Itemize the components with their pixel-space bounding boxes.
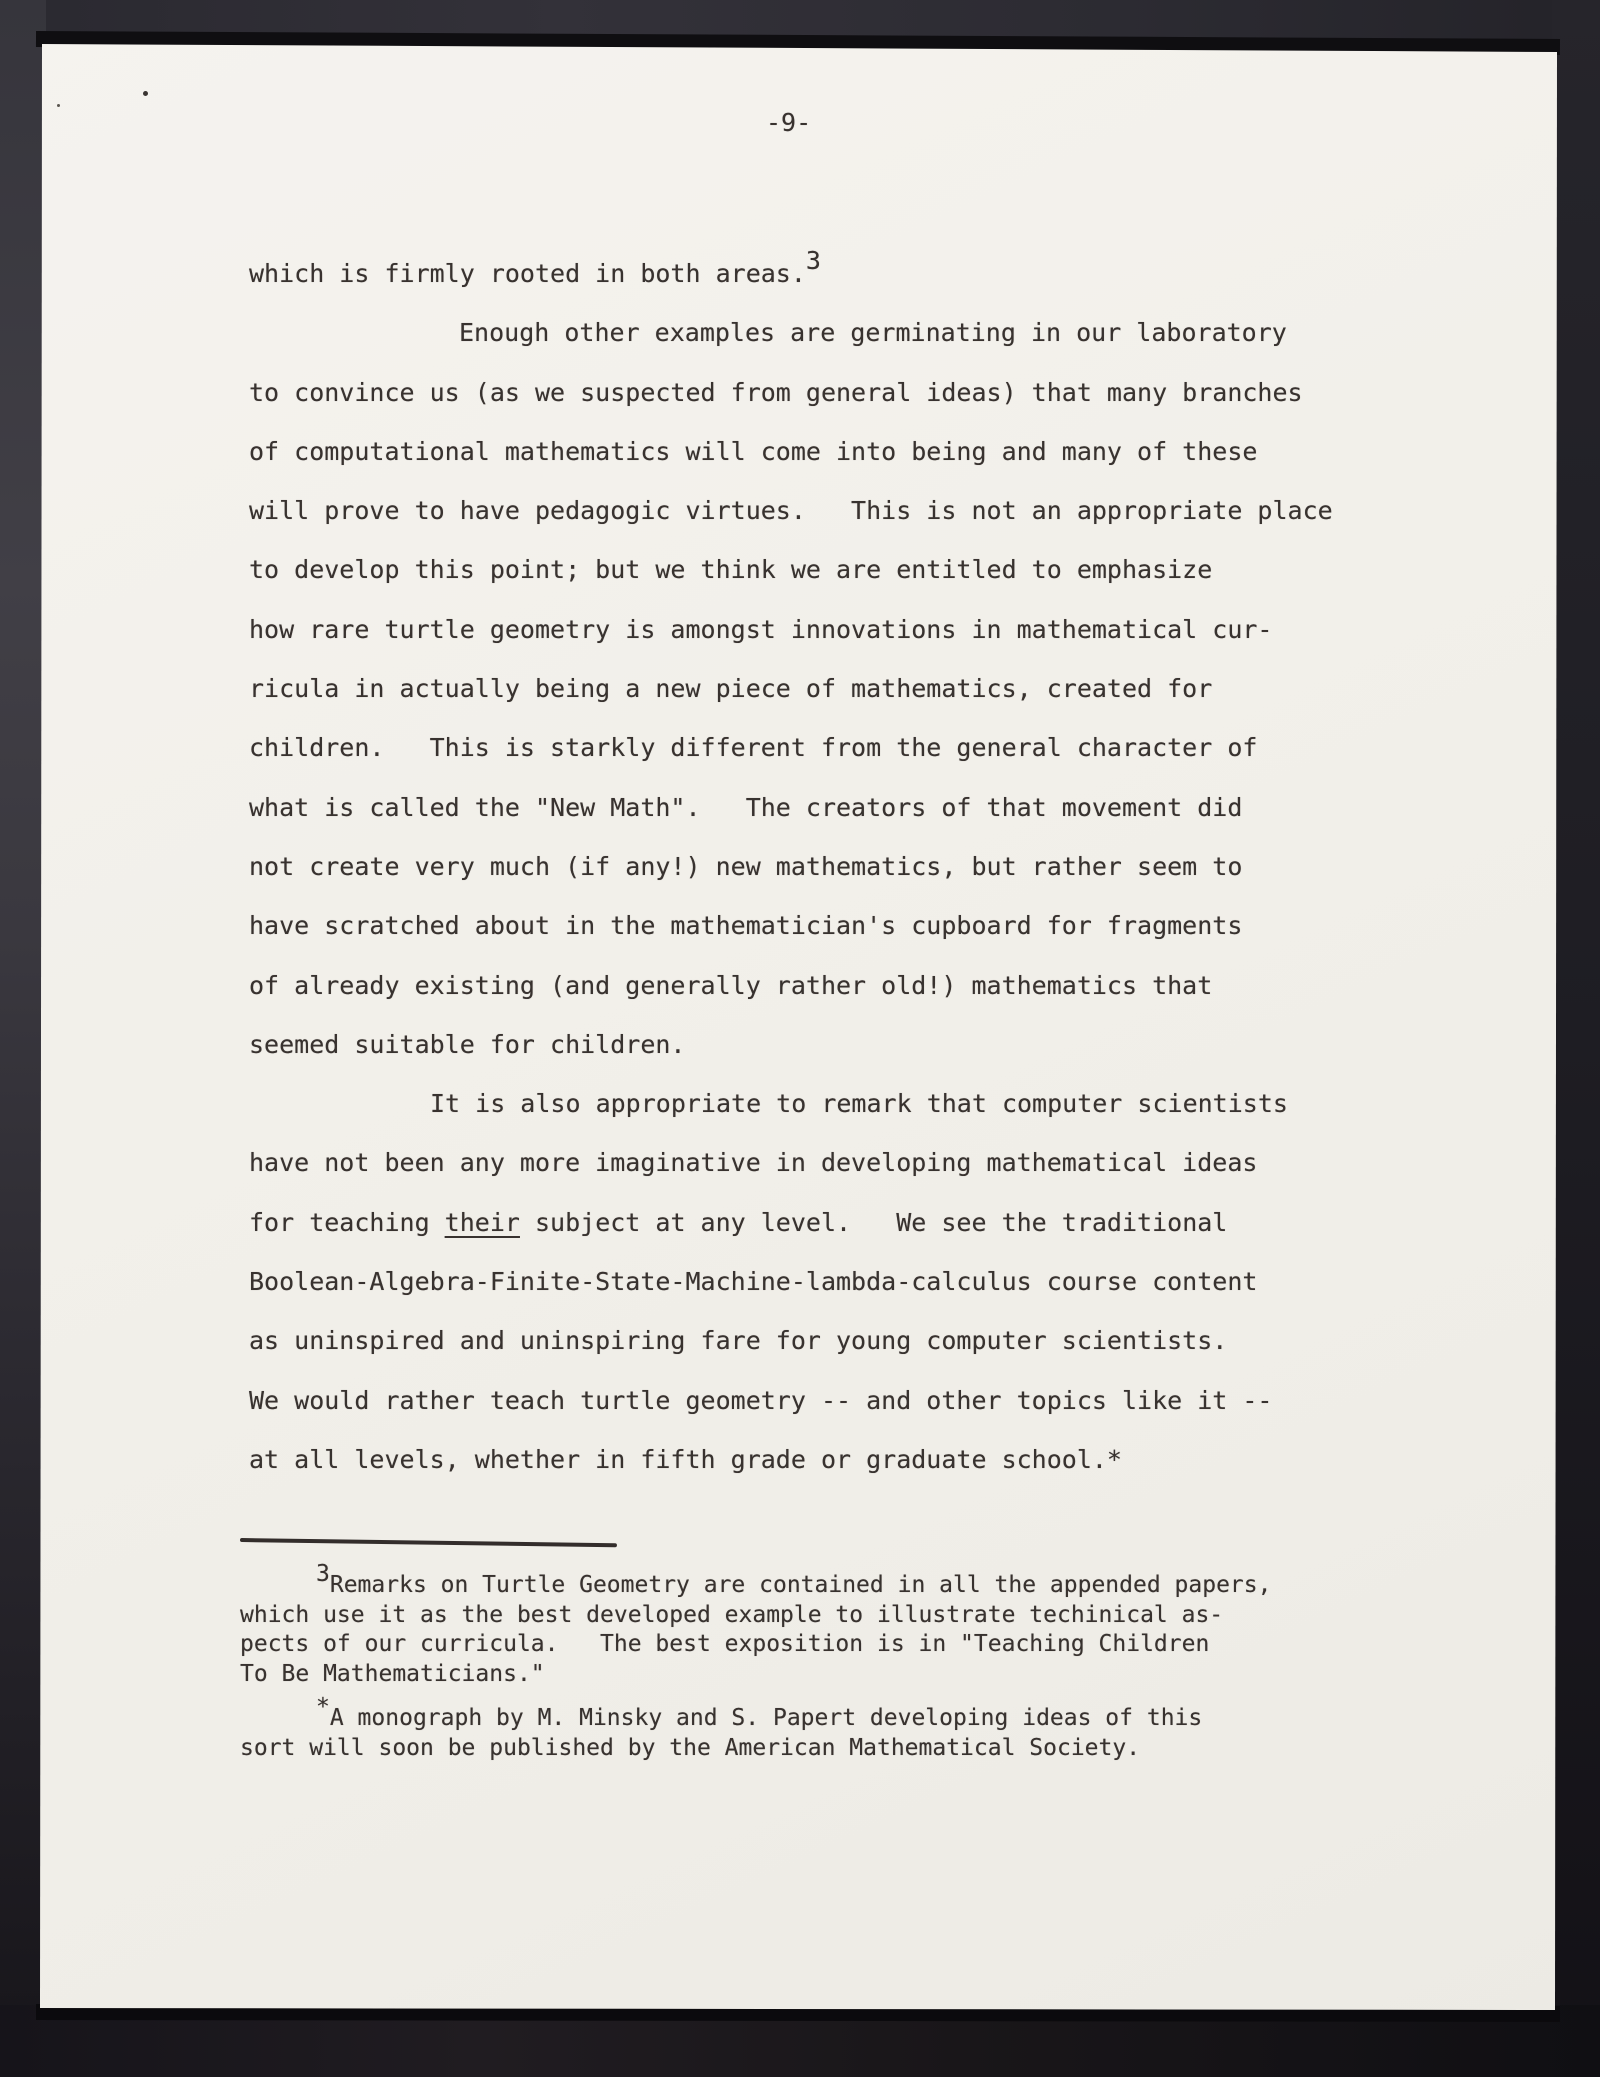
footnote-line-text: A monograph by M. Minsky and S. Papert developing ideas of this <box>329 1705 1203 1731</box>
body-line <box>249 1193 1369 1252</box>
body-line-text: subject at any level. We see the traditional <box>519 1207 1228 1237</box>
body-line: ricula in actually being a new piece of mathematics, created for <box>249 674 1213 704</box>
footnote-line <box>240 1561 1380 1601</box>
footnote-3 <box>240 1561 1380 1689</box>
body-line: children. This is starkly different from the general character of <box>249 733 1258 763</box>
underlined-word: their <box>444 1207 520 1237</box>
page-number: -9- <box>766 108 812 137</box>
body-line: Enough other examples are germinating in our laboratory <box>459 318 1287 348</box>
body-line: how rare turtle geometry is amongst innovations in mathematical cur- <box>249 614 1273 644</box>
footnote-line <box>240 1694 1380 1734</box>
footnote-line: To Be Mathematicians." <box>240 1660 545 1687</box>
footnote-line: sort will soon be published by the American Mathematical Society. <box>240 1734 1141 1761</box>
scan-background-right <box>1552 0 1600 2077</box>
body-line: as uninspired and uninspiring fare for young computer scientists. <box>249 1326 1228 1356</box>
body-line: what is called the "New Math". The creators of that movement did <box>249 792 1243 822</box>
paper-speck <box>57 104 60 107</box>
footnote-reference-superscript: 3 <box>805 246 821 275</box>
footnote-line-text: Remarks on Turtle Geometry are contained in all the appended papers, <box>329 1572 1272 1598</box>
body-line: of computational mathematics will come into being and many of these <box>249 436 1258 466</box>
body-line-text: which is firmly rooted in both areas. <box>249 259 806 288</box>
body-line: not create very much (if any!) new mathematics, but rather seem to <box>249 851 1243 881</box>
body-line: to develop this point; but we think we are entitled to emphasize <box>249 555 1213 585</box>
body-line: seemed suitable for children. <box>249 1029 686 1059</box>
body-line: to convince us (as we suspected from general ideas) that many branches <box>249 377 1303 407</box>
footnote-marker-superscript: 3 <box>316 1561 330 1587</box>
body-line-text: for teaching <box>249 1207 445 1237</box>
body-line: It is also appropriate to remark that computer scientists <box>430 1089 1288 1119</box>
footnote-line: pects of our curricula. The best exposition is in "Teaching Children <box>240 1631 1210 1658</box>
body-line: Boolean-Algebra-Finite-State-Machine-lambda-calculus course content <box>249 1267 1258 1297</box>
footnote-line: which use it as the best developed example to illustrate techinical as- <box>240 1601 1224 1628</box>
body-line: will prove to have pedagogic virtues. This is not an appropriate place <box>249 496 1333 526</box>
paper-speck <box>143 91 148 96</box>
document-body <box>249 244 1369 1489</box>
body-line: at all levels, whether in fifth grade or graduate school.* <box>249 1444 1122 1474</box>
body-line <box>249 244 1369 303</box>
footnote-asterisk <box>240 1694 1380 1763</box>
body-line: have scratched about in the mathematician's cupboard for fragments <box>249 911 1243 941</box>
scan-background-left <box>0 0 46 2077</box>
footnote-marker-superscript: * <box>316 1694 330 1720</box>
body-line: We would rather teach turtle geometry -- and other topics like it -- <box>249 1385 1273 1415</box>
body-line: have not been any more imaginative in developing mathematical ideas <box>249 1148 1258 1178</box>
body-line: of already existing (and generally rather old!) mathematics that <box>249 970 1213 1000</box>
